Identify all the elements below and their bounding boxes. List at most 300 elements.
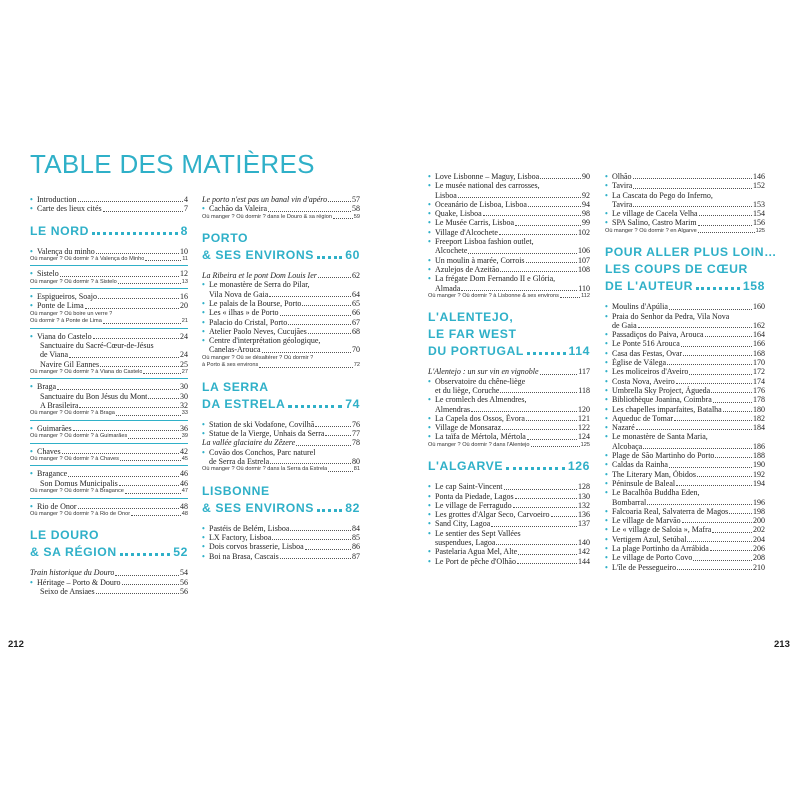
toc-entry-title: • Bragance bbox=[37, 469, 68, 479]
divider bbox=[30, 465, 188, 466]
toc-entry-title: • Vertigem Azul, Setúbal bbox=[612, 534, 687, 544]
toc-entry-line bbox=[435, 274, 590, 283]
toc-entry-line bbox=[435, 265, 590, 274]
dot-leader bbox=[643, 448, 752, 449]
toc-entry-title: suspendues, Lagoa bbox=[435, 538, 496, 548]
toc-entry bbox=[605, 432, 765, 451]
toc-entry-title: Alcobaça bbox=[612, 441, 643, 451]
toc-page-number: 153 bbox=[753, 199, 765, 209]
toc-page-number: 196 bbox=[753, 497, 765, 507]
toc-entry-title: • Village de Monsaraz bbox=[435, 423, 502, 433]
toc-page-number: 86 bbox=[352, 542, 360, 552]
toc-practical-info bbox=[30, 488, 188, 496]
toc-entry-title: • Carte des lieux cités bbox=[37, 204, 102, 214]
dot-leader bbox=[120, 553, 171, 556]
section-heading-line bbox=[202, 247, 360, 264]
section-heading-line bbox=[428, 326, 590, 343]
toc-entry-title: à Porto & ses environs bbox=[202, 362, 259, 369]
toc-practical-line bbox=[30, 511, 188, 519]
toc-entry-line bbox=[435, 510, 590, 519]
toc-entry-title: • Ponta da Piedade, Lagos bbox=[435, 491, 514, 501]
toc-page-number: 72 bbox=[353, 362, 360, 369]
toc-entry-line bbox=[435, 432, 590, 441]
toc-entry-title: Alcochete bbox=[435, 246, 468, 256]
toc-entry-line bbox=[435, 181, 590, 190]
section-title: LE FAR WEST bbox=[428, 327, 517, 342]
toc-page-number: 162 bbox=[753, 320, 765, 330]
toc-practical-line bbox=[30, 256, 188, 264]
toc-entry bbox=[428, 377, 590, 396]
dot-leader bbox=[682, 522, 752, 523]
toc-page-number: 146 bbox=[753, 172, 765, 181]
toc-entry bbox=[30, 292, 188, 301]
toc-entry-title: • La frégate Dom Fernando II e Glória, bbox=[435, 274, 556, 284]
toc-page-number: 25 bbox=[180, 359, 188, 369]
toc-page-number: 166 bbox=[753, 339, 765, 349]
toc-entry bbox=[202, 308, 360, 317]
toc-entry-title: Navire Gil Eannes bbox=[40, 359, 100, 369]
toc-page-number: 184 bbox=[753, 423, 765, 433]
toc-entry bbox=[605, 209, 765, 218]
toc-entry-title: • Azulejos de Azeitão bbox=[435, 264, 500, 274]
toc-page-number: 85 bbox=[352, 533, 360, 543]
section-title: L'ALENTEJO, bbox=[428, 310, 514, 325]
toc-entry bbox=[202, 448, 360, 467]
toc-page-number: 208 bbox=[753, 553, 765, 563]
toc-page-number: 121 bbox=[578, 413, 590, 423]
toc-entry-line bbox=[612, 470, 765, 479]
toc-practical-info bbox=[30, 511, 188, 519]
toc-entry bbox=[605, 218, 765, 227]
section-page-number: 158 bbox=[742, 279, 765, 294]
toc-entry-line bbox=[612, 386, 765, 395]
dot-leader bbox=[325, 435, 351, 436]
toc-entry-title: • Espigueiros, Soajo bbox=[37, 292, 97, 302]
toc-page-number: 210 bbox=[753, 562, 765, 572]
toc-page-number: 67 bbox=[352, 317, 360, 327]
toc-sub-entry bbox=[30, 587, 188, 596]
dot-leader bbox=[302, 305, 351, 306]
toc-practical-info bbox=[30, 410, 188, 418]
toc-page-number: 46 bbox=[180, 478, 188, 488]
toc-entry-line bbox=[612, 321, 765, 330]
toc-sub-entry bbox=[202, 438, 360, 447]
toc-page-number: 58 bbox=[352, 204, 360, 214]
toc-page-number: 176 bbox=[753, 385, 765, 395]
toc-practical-line bbox=[30, 279, 188, 287]
toc-practical-line bbox=[202, 355, 360, 363]
dot-leader bbox=[272, 539, 351, 540]
toc-entry bbox=[30, 502, 188, 511]
toc-entry-line bbox=[612, 200, 765, 209]
section-title: & SES ENVIRONS bbox=[202, 500, 315, 515]
toc-entry bbox=[428, 492, 590, 501]
toc-entry bbox=[30, 332, 188, 341]
toc-entry bbox=[428, 200, 590, 209]
toc-entry-line bbox=[612, 498, 765, 507]
dot-leader bbox=[697, 476, 752, 477]
toc-entry-title: • Un moulin à marée, Corrois bbox=[435, 255, 525, 265]
toc-page-number: 62 bbox=[352, 271, 360, 281]
dot-leader bbox=[506, 467, 565, 470]
toc-entry-line bbox=[435, 547, 590, 556]
toc-practical-line bbox=[30, 369, 188, 377]
dot-leader bbox=[526, 262, 577, 263]
toc-entry-title: • Le sentier des Sept Vallées bbox=[435, 528, 521, 538]
section-title: & SA RÉGION bbox=[30, 545, 117, 560]
toc-entry-title: • Les moliceiros d'Aveiro bbox=[612, 367, 689, 377]
dot-leader bbox=[705, 336, 752, 337]
dot-leader bbox=[103, 323, 181, 324]
toc-page-number: 48 bbox=[180, 501, 188, 511]
toc-entry-line bbox=[612, 312, 765, 321]
toc-practical-line bbox=[30, 318, 188, 326]
dot-leader bbox=[698, 225, 752, 226]
toc-page-number: 46 bbox=[180, 469, 188, 479]
toc-page-number: 160 bbox=[753, 302, 765, 312]
toc-page-number: 99 bbox=[582, 218, 590, 228]
toc-entry-line bbox=[40, 350, 188, 359]
dot-leader bbox=[633, 188, 752, 189]
section-title: LISBONNE bbox=[202, 483, 270, 498]
toc-entry-title: Vila Nova de Gaia bbox=[209, 289, 269, 299]
dot-leader bbox=[528, 206, 581, 207]
toc-entry-title: • Village d'Alcochete bbox=[435, 227, 498, 237]
toc-entry-title: • Freeport Lisboa fashion outlet, bbox=[435, 237, 534, 247]
dot-leader bbox=[471, 411, 577, 412]
toc-sub-entry bbox=[30, 568, 188, 577]
toc-column-4 bbox=[605, 172, 777, 572]
toc-page-number: 94 bbox=[582, 199, 590, 209]
toc-entry-title: • Umbrella Sky Project, Águeda bbox=[612, 385, 711, 395]
dot-leader bbox=[120, 460, 181, 461]
toc-entry-line bbox=[37, 424, 188, 433]
toc-entry bbox=[605, 358, 765, 367]
toc-entry-line bbox=[612, 414, 765, 423]
dot-leader bbox=[483, 215, 581, 216]
toc-page-number: 76 bbox=[352, 419, 360, 429]
toc-page-number: 65 bbox=[352, 298, 360, 308]
toc-entry-line bbox=[612, 209, 765, 218]
toc-entry bbox=[428, 209, 590, 218]
toc-entry bbox=[202, 552, 360, 561]
toc-entry-title: • Casa das Festas, Ovar bbox=[612, 348, 683, 358]
dot-leader bbox=[328, 471, 352, 472]
dot-leader bbox=[681, 346, 752, 347]
toc-entry-title: Où dormir ? à Ponte de Lima bbox=[30, 318, 102, 325]
toc-entry-line bbox=[435, 423, 590, 432]
toc-entry bbox=[605, 377, 765, 386]
toc-entry-line bbox=[435, 237, 590, 246]
toc-entry-line bbox=[435, 395, 590, 404]
toc-practical-line bbox=[30, 456, 188, 464]
toc-entry-title: • La taïfa de Mértola, Mértola bbox=[435, 432, 526, 442]
dot-leader bbox=[676, 383, 752, 384]
toc-practical-line bbox=[30, 433, 188, 441]
toc-entry bbox=[202, 336, 360, 355]
toc-practical-line bbox=[30, 488, 188, 496]
toc-entry-title: La Ribeira et le pont Dom Louis Ier bbox=[202, 271, 317, 281]
toc-entry-title: • Le « village de Saloia », Mafra bbox=[612, 525, 712, 535]
section-heading-line bbox=[605, 244, 777, 261]
section-heading bbox=[30, 527, 188, 561]
toc-page-number: 45 bbox=[181, 455, 188, 462]
toc-entry-title: Où manger ? Où se désaltérer ? Où dormir ? bbox=[202, 354, 314, 361]
toc-entry-line bbox=[202, 438, 360, 447]
dot-leader bbox=[674, 420, 752, 421]
toc-page-number: 142 bbox=[578, 547, 590, 557]
section-heading bbox=[202, 379, 360, 413]
toc-entry-line bbox=[435, 200, 590, 209]
toc-page-number: 27 bbox=[181, 368, 188, 375]
toc-entry bbox=[428, 510, 590, 519]
toc-entry bbox=[605, 386, 765, 395]
toc-entry-line bbox=[209, 290, 360, 299]
toc-page-number: 188 bbox=[753, 451, 765, 461]
toc-practical-line bbox=[202, 466, 360, 474]
toc-entry-line bbox=[612, 525, 765, 534]
toc-entry-title: • Aqueduc de Tomar bbox=[612, 413, 674, 423]
toc-entry bbox=[428, 172, 590, 181]
dot-leader bbox=[496, 544, 577, 545]
toc-entry bbox=[30, 424, 188, 433]
toc-entry-title: • Tavira bbox=[612, 181, 633, 191]
dot-leader bbox=[118, 283, 181, 284]
toc-entry bbox=[30, 247, 188, 256]
dot-leader bbox=[328, 201, 351, 202]
toc-entry-title: • Héritage – Porto & Douro bbox=[37, 577, 121, 587]
toc-page-number: 174 bbox=[753, 376, 765, 386]
toc-entry bbox=[428, 557, 590, 566]
toc-entry bbox=[202, 299, 360, 308]
toc-entry-title: Almendras bbox=[435, 404, 471, 414]
dot-leader bbox=[633, 178, 752, 179]
toc-entry bbox=[428, 274, 590, 293]
toc-entry-line bbox=[37, 204, 188, 213]
toc-page-number: 112 bbox=[581, 292, 590, 299]
toc-entry-title: • SPA Salino, Castro Marim bbox=[612, 218, 697, 228]
toc-page-number: 108 bbox=[578, 264, 590, 274]
toc-entry-line bbox=[202, 271, 360, 280]
toc-page-number: 47 bbox=[181, 488, 188, 495]
dot-leader bbox=[468, 253, 577, 254]
toc-practical-info bbox=[30, 311, 188, 326]
toc-page-number: 7 bbox=[184, 204, 188, 214]
dot-leader bbox=[638, 327, 752, 328]
toc-entry-line bbox=[435, 501, 590, 510]
toc-entry bbox=[605, 330, 765, 339]
section-heading-line bbox=[30, 223, 188, 240]
dot-leader bbox=[667, 364, 752, 365]
toc-entry-title: Lisboa bbox=[435, 190, 457, 200]
toc-entry bbox=[605, 405, 765, 414]
dot-leader bbox=[729, 513, 752, 514]
toc-entry bbox=[202, 429, 360, 438]
dot-leader bbox=[677, 569, 752, 570]
toc-entry-title: Où manger ? Où dormir ? à Guimarães bbox=[30, 433, 128, 440]
toc-entry-line bbox=[435, 284, 590, 293]
page-title: TABLE DES MATIÈRES bbox=[30, 149, 315, 179]
dot-leader bbox=[696, 287, 740, 290]
dot-leader bbox=[317, 509, 342, 512]
toc-entry-title: Train historique du Douro bbox=[30, 568, 115, 578]
toc-entry bbox=[605, 451, 765, 460]
toc-page-number: 30 bbox=[180, 391, 188, 401]
section-heading-line bbox=[30, 527, 188, 544]
toc-column-3 bbox=[428, 172, 590, 566]
toc-entry-line bbox=[209, 420, 360, 429]
toc-entry-line bbox=[435, 414, 590, 423]
toc-entry-line bbox=[435, 246, 590, 255]
dot-leader bbox=[636, 429, 752, 430]
toc-entry-line bbox=[209, 204, 360, 213]
toc-page-number: 64 bbox=[352, 289, 360, 299]
toc-page-number: 33 bbox=[181, 410, 188, 417]
toc-entry-line bbox=[209, 336, 360, 345]
toc-practical-info bbox=[202, 355, 360, 370]
toc-practical-info bbox=[30, 256, 188, 264]
toc-entry-title: • Sistelo bbox=[37, 269, 59, 279]
toc-entry bbox=[202, 327, 360, 336]
section-heading-line bbox=[428, 458, 590, 475]
dot-leader bbox=[57, 389, 179, 390]
toc-entry-title: • Rio de Onor bbox=[37, 501, 77, 511]
toc-entry-line bbox=[612, 330, 765, 339]
toc-entry-line bbox=[612, 535, 765, 544]
toc-entry-title: • Oceanário de Lisboa, Lisboa bbox=[435, 199, 527, 209]
toc-entry-title: • Valença du minho bbox=[37, 246, 95, 256]
dot-leader bbox=[715, 457, 752, 458]
dot-leader bbox=[712, 532, 752, 533]
toc-entry bbox=[605, 172, 765, 181]
toc-entry bbox=[202, 533, 360, 542]
divider bbox=[30, 420, 188, 421]
toc-entry-line bbox=[209, 308, 360, 317]
toc-entry-line bbox=[209, 318, 360, 327]
toc-entry-line bbox=[435, 386, 590, 395]
toc-page-number: 56 bbox=[180, 577, 188, 587]
toc-practical-info bbox=[30, 433, 188, 441]
toc-entry-line bbox=[40, 401, 188, 410]
dot-leader bbox=[517, 563, 577, 564]
toc-practical-info bbox=[605, 228, 765, 236]
toc-practical-info bbox=[30, 279, 188, 287]
toc-entry-title: • Centre d'interprétation géologique, bbox=[209, 336, 321, 346]
toc-entry-line bbox=[209, 345, 360, 354]
toc-entry-title: de Serra da Estrela bbox=[209, 456, 270, 466]
toc-entry-title: • Cachão da Valeira bbox=[209, 204, 268, 214]
toc-page-number: 144 bbox=[578, 556, 590, 566]
toc-entry bbox=[30, 469, 188, 478]
section-heading-line bbox=[202, 396, 360, 413]
toc-entry-title: • La Capela dos Ossos, Évora bbox=[435, 413, 525, 423]
toc-entry-title: • Le Bacalhôa Buddha Eden, bbox=[612, 488, 700, 498]
toc-page-number: 42 bbox=[180, 446, 188, 456]
toc-entry bbox=[30, 269, 188, 278]
toc-entry-line bbox=[37, 269, 188, 278]
toc-entry-line bbox=[37, 469, 188, 478]
dot-leader bbox=[96, 593, 179, 594]
dot-leader bbox=[288, 405, 342, 408]
dot-leader bbox=[280, 315, 351, 316]
toc-page-number: 10 bbox=[180, 246, 188, 256]
dot-leader bbox=[268, 211, 351, 212]
toc-entry-line bbox=[435, 256, 590, 265]
toc-entry-title: de Viana bbox=[40, 350, 69, 360]
toc-entry-title: Tavira bbox=[612, 199, 633, 209]
toc-entry-line bbox=[209, 429, 360, 438]
toc-entry-title: Bombarral bbox=[612, 497, 647, 507]
dot-leader bbox=[689, 374, 752, 375]
toc-entry-line bbox=[612, 432, 765, 441]
dot-leader bbox=[122, 584, 179, 585]
dot-leader bbox=[296, 445, 351, 446]
toc-entry-title: • Église de Válega bbox=[612, 358, 667, 368]
toc-entry-title: • Covão dos Conchos, Parc naturel bbox=[209, 447, 316, 457]
section-heading bbox=[605, 244, 777, 295]
page-number-left: 212 bbox=[8, 639, 24, 650]
toc-entry bbox=[428, 482, 590, 491]
toc-entry-line bbox=[435, 405, 590, 414]
toc-entry-title: • Pastéis de Belém, Lisboa bbox=[209, 523, 290, 533]
toc-page-number: 80 bbox=[352, 456, 360, 466]
toc-entry-title: • Guimarães bbox=[37, 423, 72, 433]
toc-entry-title: • Falcoaria Real, Salvaterra de Magos bbox=[612, 506, 729, 516]
dot-leader bbox=[683, 355, 752, 356]
toc-entry-title: • Braga bbox=[37, 382, 57, 392]
toc-column-1 bbox=[30, 195, 188, 596]
toc-entry-title: Où manger ? Où dormir ? dans le Douro & sa région bbox=[202, 213, 332, 220]
toc-entry-title: Où manger ? Où dormir ? à Bragance bbox=[30, 488, 124, 495]
toc-entry bbox=[428, 181, 590, 200]
toc-entry-title: • L'île de Pessegueiro bbox=[612, 562, 677, 572]
dot-leader bbox=[504, 489, 578, 490]
divider bbox=[30, 443, 188, 444]
toc-page-number: 132 bbox=[578, 500, 590, 510]
toc-entry bbox=[202, 318, 360, 327]
toc-entry-line bbox=[612, 349, 765, 358]
dot-leader bbox=[68, 476, 179, 477]
toc-sub-entry bbox=[30, 360, 188, 369]
toc-entry-title: • LX Factory, Lisboa bbox=[209, 533, 272, 543]
section-heading bbox=[202, 230, 360, 264]
toc-entry-title: • Love Lisbonne – Maguy, Lisboa bbox=[435, 172, 540, 181]
toc-practical-line bbox=[428, 293, 590, 301]
toc-entry-title: • The Literary Man, Óbidos bbox=[612, 469, 696, 479]
toc-page-number: 59 bbox=[353, 213, 360, 220]
toc-entry-title: • Les grottes d'Algar Seco, Carvoeiro bbox=[435, 510, 550, 520]
toc-entry-line bbox=[435, 228, 590, 237]
toc-page-number: 124 bbox=[578, 432, 590, 442]
dot-leader bbox=[269, 296, 351, 297]
section-page-number: 126 bbox=[567, 459, 590, 474]
toc-entry-title: • Atelier Paolo Neves, Cucujães bbox=[209, 326, 307, 336]
toc-page-number: 125 bbox=[755, 227, 765, 234]
toc-page-number: 56 bbox=[180, 586, 188, 596]
toc-entry-title: • Bibliothèque Joanina, Coimbra bbox=[612, 395, 712, 405]
section-title: DE L'AUTEUR bbox=[605, 279, 694, 294]
section-page-number: 8 bbox=[180, 223, 188, 238]
dot-leader bbox=[560, 297, 580, 298]
toc-entry-line bbox=[209, 327, 360, 336]
dot-leader bbox=[270, 463, 351, 464]
section-title: DA ESTRELA bbox=[202, 396, 286, 411]
toc-page-number: 70 bbox=[352, 345, 360, 355]
toc-entry-title: Canelas-Arouca bbox=[209, 345, 261, 355]
toc-entry-title: • Péninsule de Baleal bbox=[612, 478, 676, 488]
toc-entry-title: de Gaia bbox=[612, 320, 637, 330]
dot-leader bbox=[308, 333, 351, 334]
